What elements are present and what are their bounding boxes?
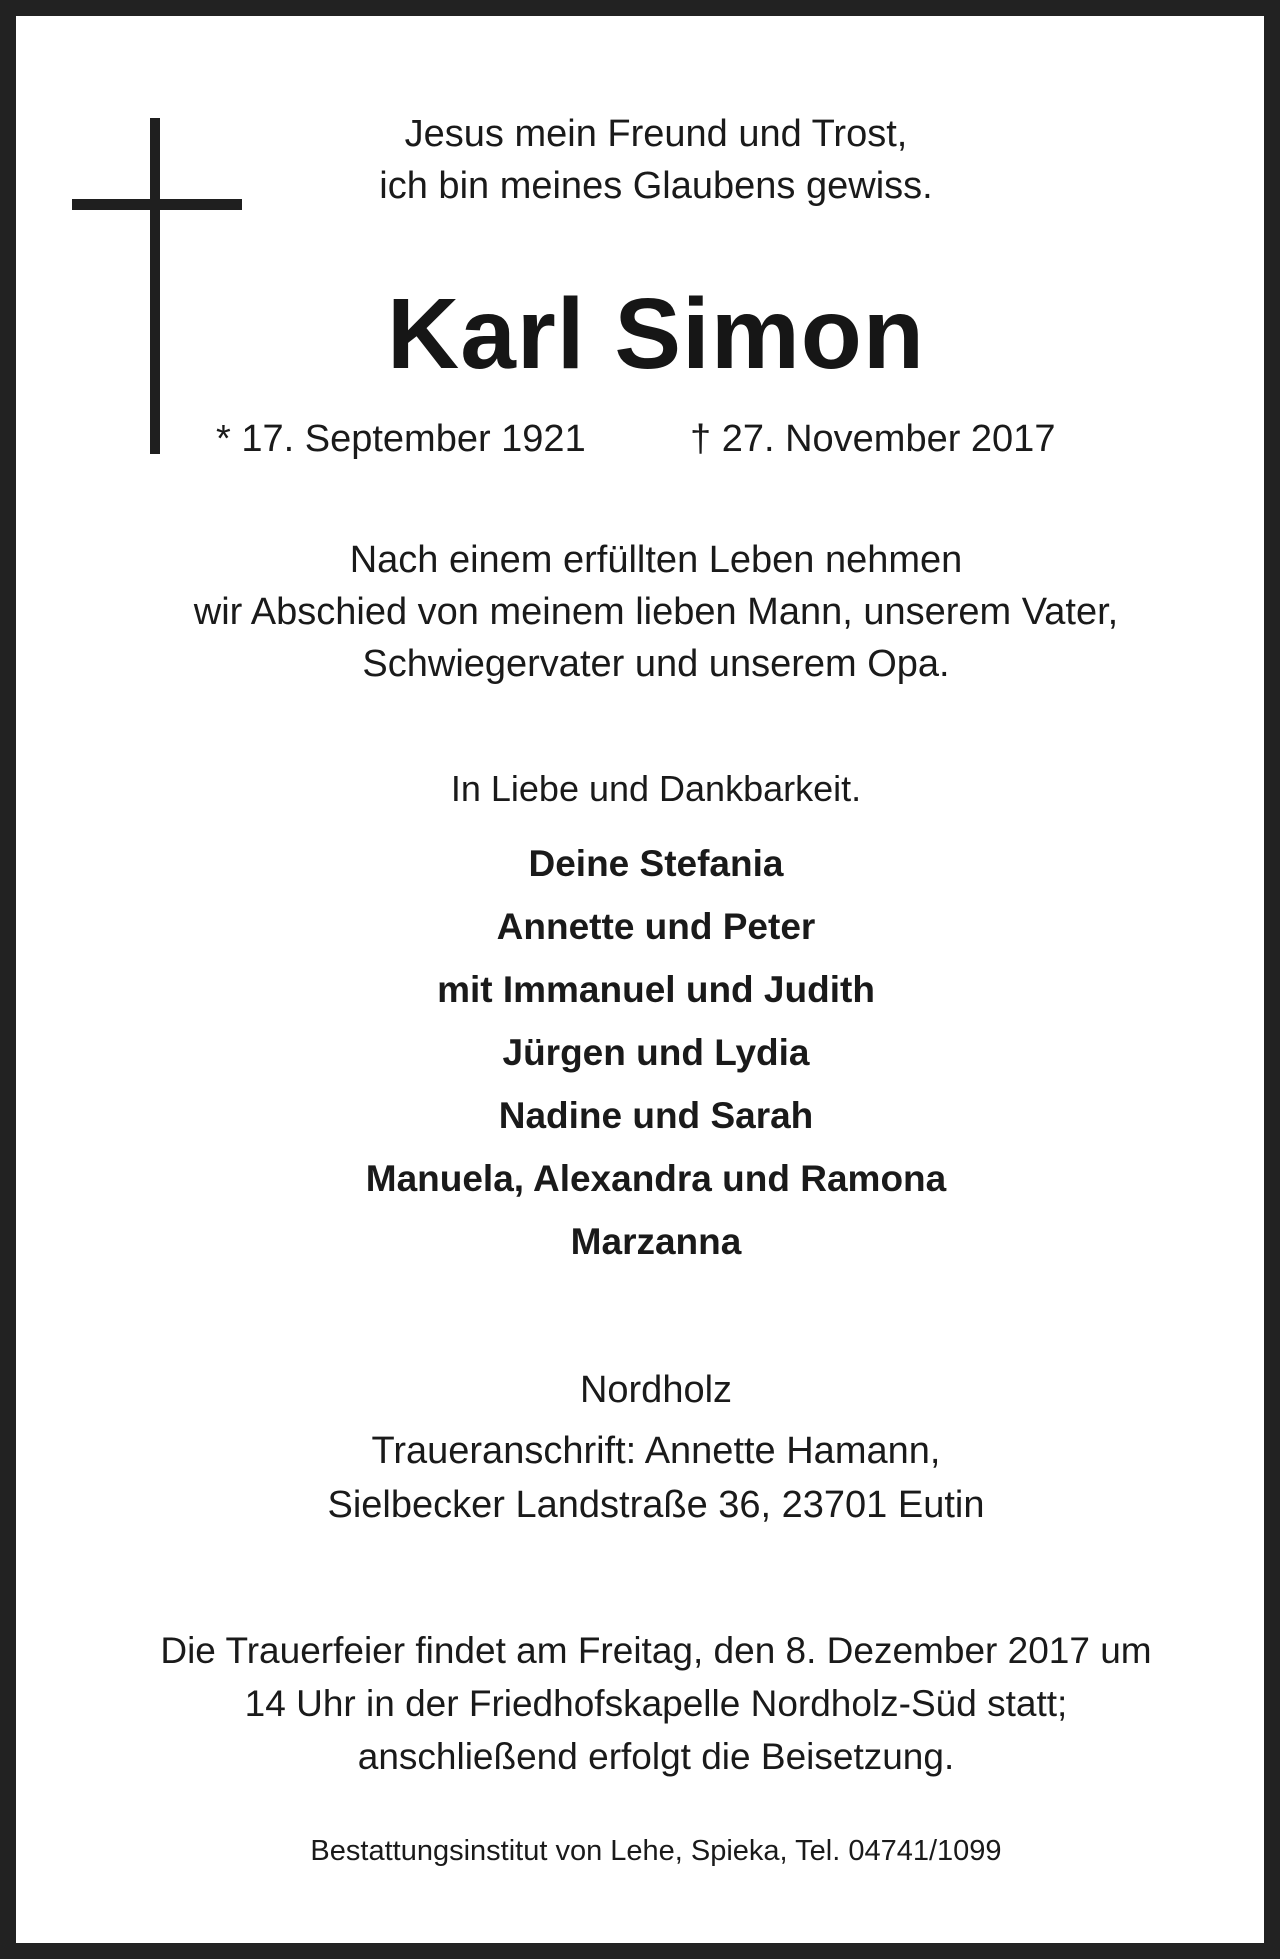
- motto: [16, 108, 1280, 212]
- announcement-line-1: Nach einem erfüllten Leben nehmen: [349, 539, 963, 581]
- announcement-line-2: wir Abschied von meinem lieben Mann, unserem Vater,: [193, 591, 1119, 633]
- mourners-list: [16, 832, 1280, 1273]
- mourner-name: Deine Stefania: [528, 843, 784, 884]
- ceremony-line-3: anschließend erfolgt die Beisetzung.: [357, 1736, 955, 1777]
- ceremony-line-2: 14 Uhr in der Friedhofskapelle Nordholz-Süd statt;: [244, 1683, 1068, 1724]
- announcement: [16, 534, 1280, 690]
- mourner-name: Manuela, Alexandra und Ramona: [365, 1158, 947, 1199]
- death-date: † 27. November 2017: [690, 418, 1056, 460]
- funeral-ceremony-info: [16, 1624, 1280, 1783]
- mourner-name: Nadine und Sarah: [498, 1095, 814, 1136]
- motto-line-1: Jesus mein Freund und Trost,: [404, 113, 908, 155]
- birth-date: * 17. September 1921: [216, 418, 586, 460]
- mourner-name: Annette und Peter: [496, 906, 816, 947]
- deceased-name: Karl Simon: [387, 278, 925, 390]
- announcement-line-3: Schwiegervater und unserem Opa.: [362, 643, 950, 685]
- address-line-2: Sielbecker Landstraße 36, 23701 Eutin: [327, 1484, 985, 1526]
- undertaker-info: Bestattungsinstitut von Lehe, Spieka, Tel. 04741/1099: [310, 1835, 1002, 1867]
- address-line-1: Traueranschrift: Annette Hamann,: [371, 1430, 941, 1472]
- place: Nordholz: [579, 1369, 733, 1411]
- mourning-address: [16, 1424, 1280, 1532]
- thanks-line: In Liebe und Dankbarkeit.: [450, 768, 862, 809]
- mourner-name: Marzanna: [570, 1221, 742, 1262]
- mourner-name: Jürgen und Lydia: [502, 1032, 810, 1073]
- motto-line-2: ich bin meines Glaubens gewiss.: [379, 165, 933, 207]
- mourner-name: mit Immanuel und Judith: [437, 969, 875, 1010]
- ceremony-line-1: Die Trauerfeier findet am Freitag, den 8. Dezember 2017 um: [160, 1630, 1152, 1671]
